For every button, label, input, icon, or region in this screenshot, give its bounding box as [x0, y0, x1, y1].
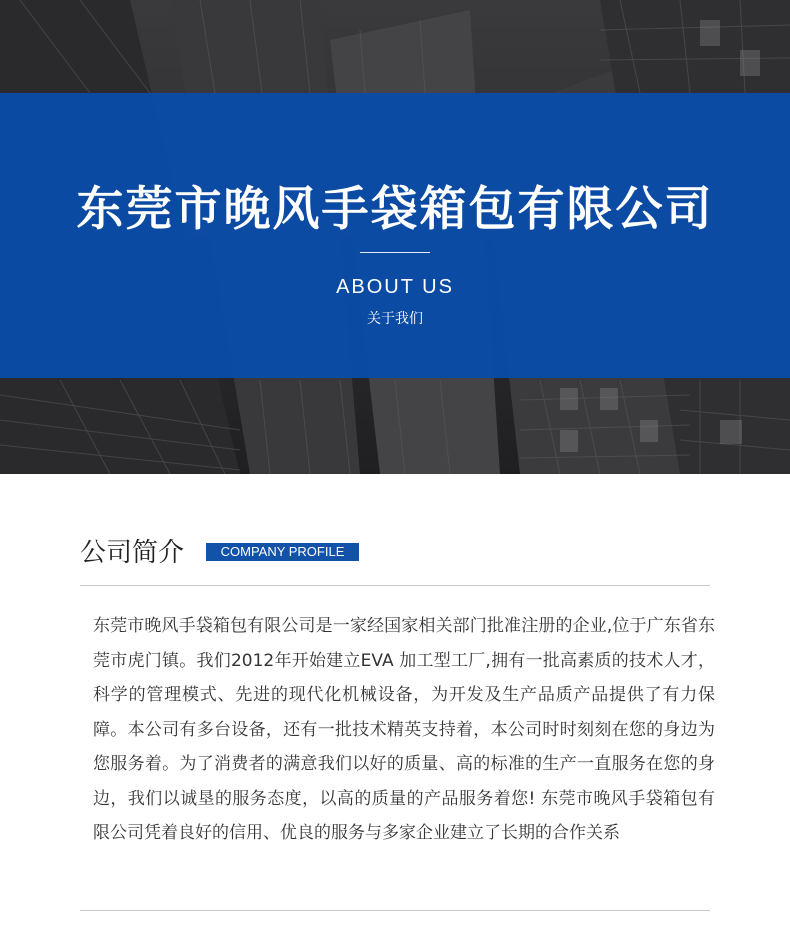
- company-title: 东莞市晚风手袋箱包有限公司: [76, 182, 714, 237]
- title-underline: [360, 252, 430, 253]
- section-divider-bottom: [80, 910, 710, 911]
- section-title: 公司简介: [80, 538, 185, 568]
- section-title-badge: COMPANY PROFILE: [206, 543, 359, 561]
- about-us-heading: ABOUT US: [336, 276, 454, 298]
- company-profile-text: 东莞市晚风手袋箱包有限公司是一家经国家相关部门批准注册的企业,位于广东省东莞市虎门镇。我们2012年开始建立EVA 加工型工厂,拥有一批高素质的技术人才，科学的管理模式、先进的现代化机械设备，为开发及生产品质产品提供了有力保障。本公司有多台设备，还有一批技术精英支持着，本公司时时刻刻在您的身边为您服务着。为了消费者的满意我们以好的质量、高的标准的生产一直服务在您的身边，我们以诚垦的服务态度，以高的质量的产品服务着您! 东莞市晚风手袋箱包有限公司凭着良好的信用、优良的服务与多家企业建立了长期的合作关系: [93, 616, 715, 843]
- section-divider-top: [80, 585, 710, 586]
- about-us-subheading: 关于我们: [367, 311, 423, 327]
